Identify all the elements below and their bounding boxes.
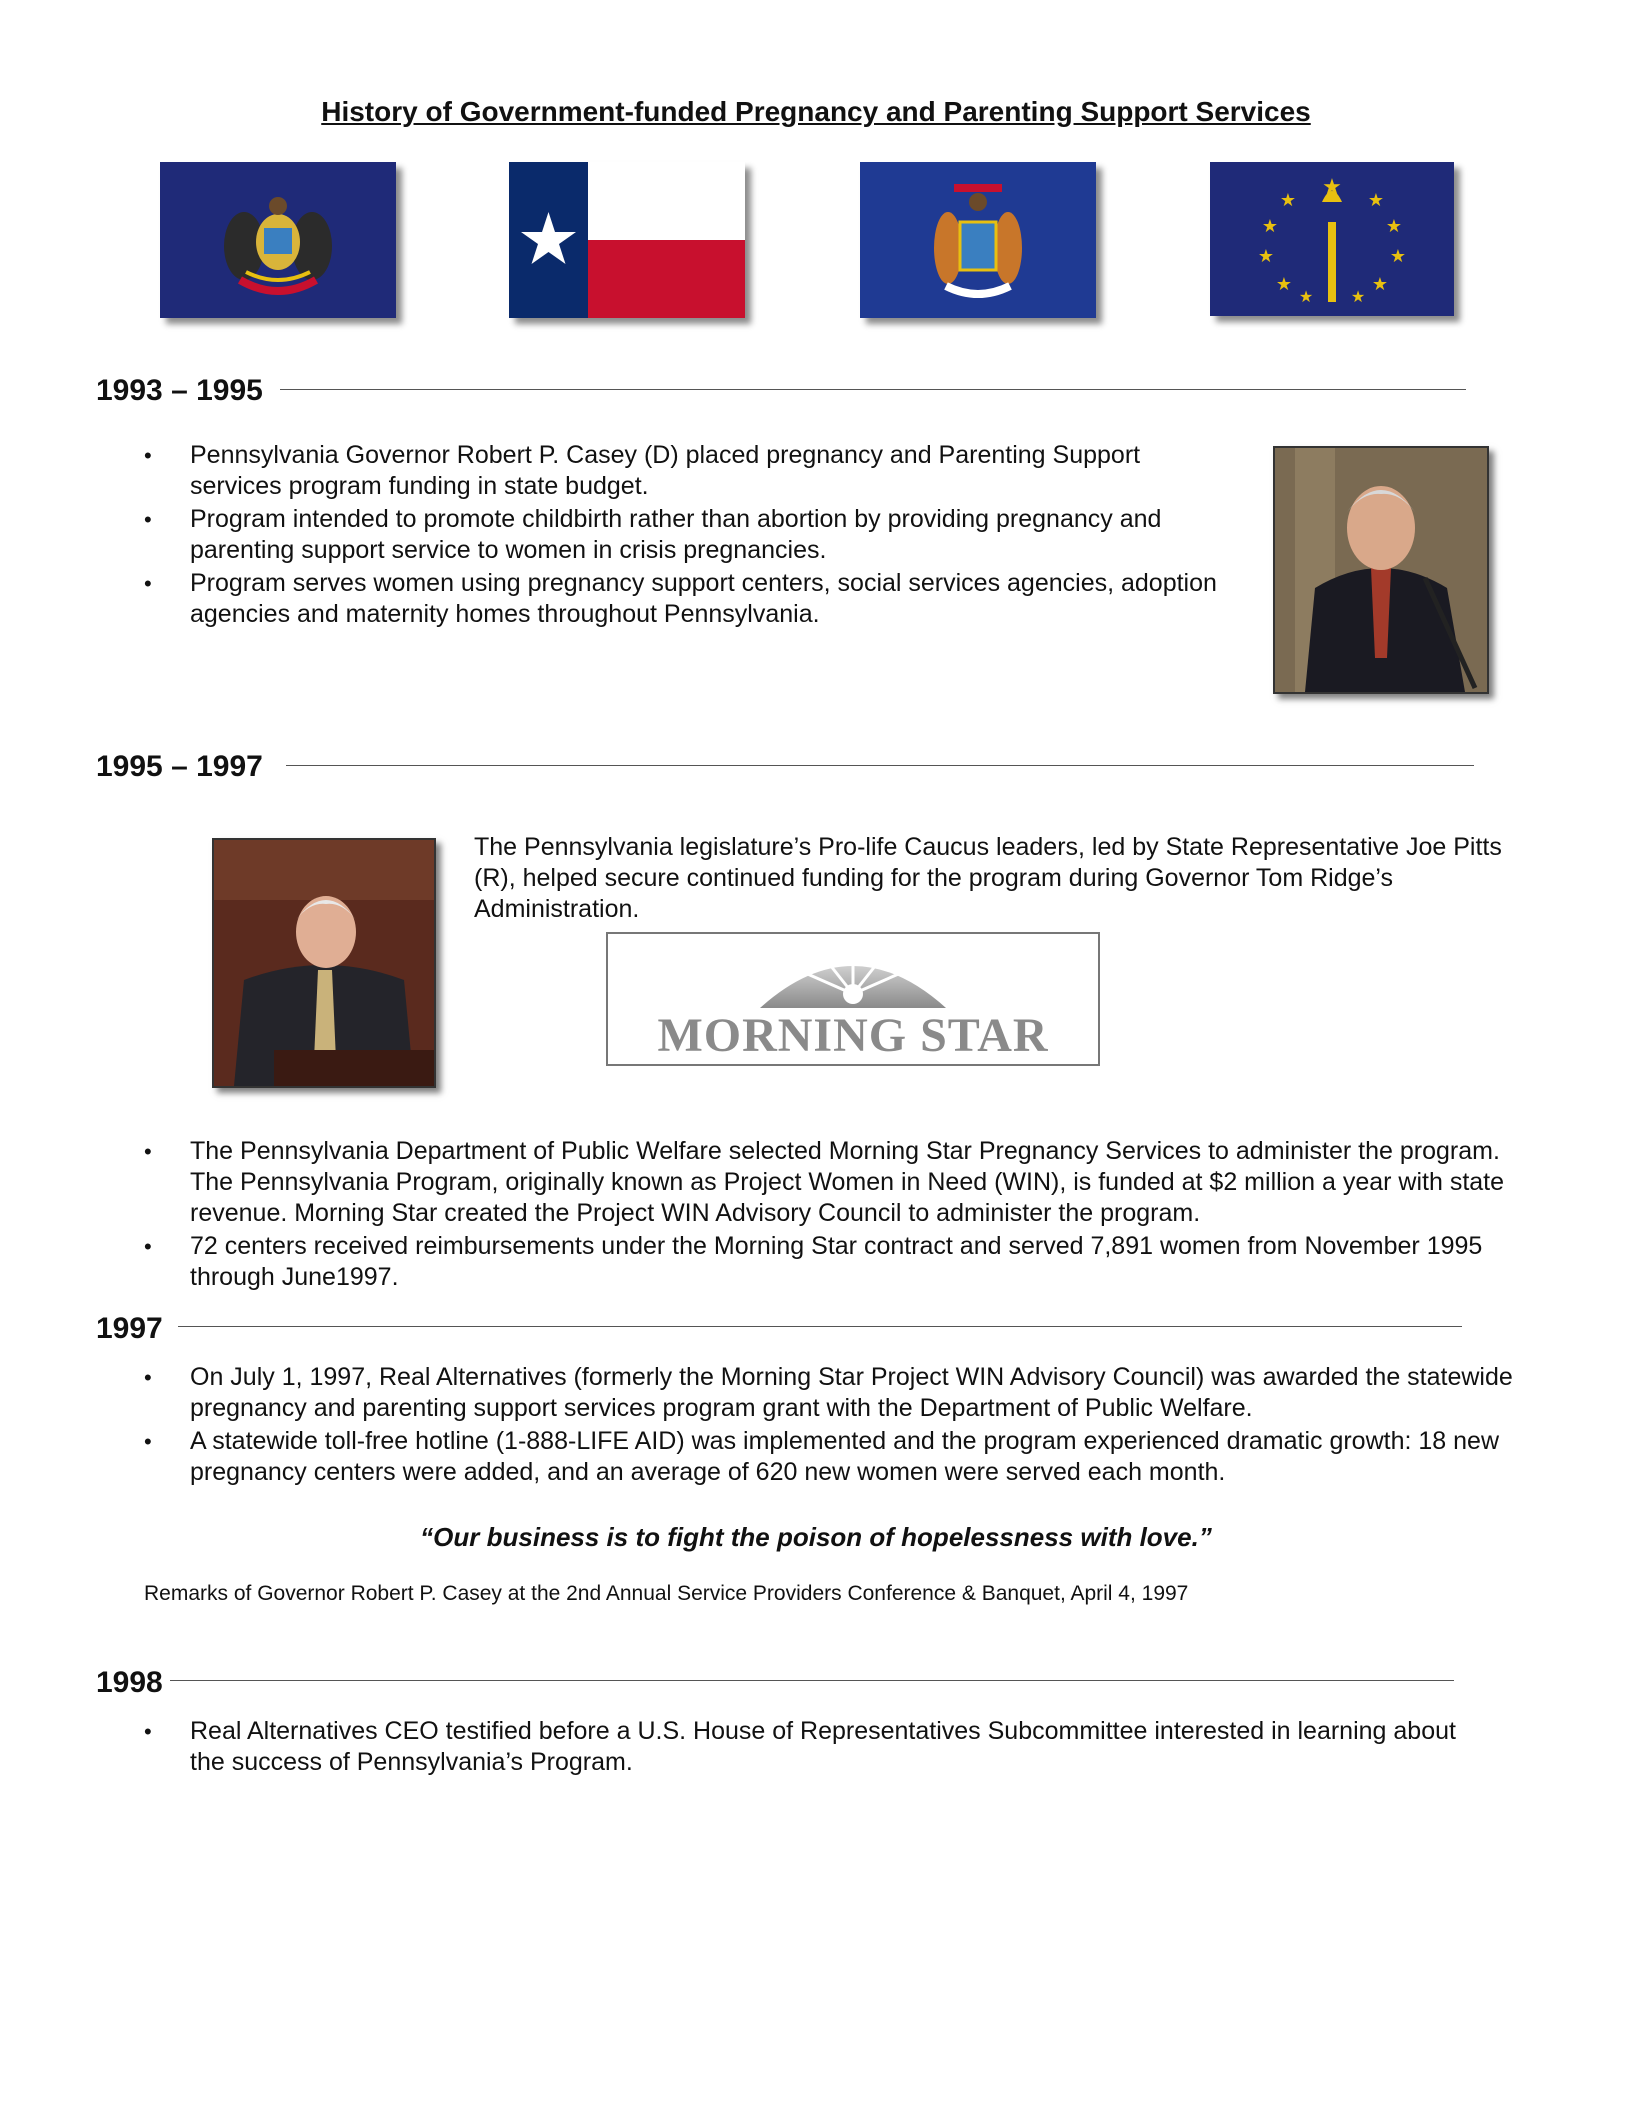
svg-text:★: ★ [1257,246,1275,267]
list-item: • On July 1, 1997, Real Alternatives (formerly the Morning Star Project WIN Advisory Council) was awarded the statewide pregnancy and parenting support services program grant with the Department of Public Welfare. [144,1362,1534,1424]
texas-flag [509,162,745,318]
list-item: • 72 centers received reimbursements under the Morning Star contract and served 7,891 women from November 1995 through June1997. [144,1231,1524,1293]
svg-text:★: ★ [1385,216,1403,237]
section-divider [286,765,1474,766]
bullet-list-1997 [144,1362,1534,1490]
quote-attribution: Remarks of Governor Robert P. Casey at the 2nd Annual Service Providers Conference & Banquet, April 4, 1997 [144,1582,1189,1605]
pitts-photo [212,838,436,1088]
section-divider [170,1680,1454,1681]
bullet-list-1993-1995 [144,440,1224,632]
list-item: • Pennsylvania Governor Robert P. Casey (D) placed pregnancy and Parenting Support services program funding in state budget. [144,440,1224,502]
list-item: • Program intended to promote childbirth rather than abortion by providing pregnancy and parenting support service to women in crisis pregnancies. [144,504,1224,566]
michigan-flag [860,162,1096,318]
indiana-flag [1210,162,1454,316]
svg-text:★: ★ [1298,287,1314,306]
bullet-list-1995-1997 [144,1136,1524,1295]
section-heading-1998: 1998 [96,1666,163,1699]
section-heading-1993-1995: 1993 – 1995 [96,374,263,407]
morning-star-logo [606,932,1100,1066]
section-heading-1997: 1997 [96,1312,163,1345]
section-heading-1995-1997: 1995 – 1997 [96,750,263,783]
svg-text:★: ★ [1389,246,1407,267]
svg-text:★: ★ [1350,287,1366,306]
casey-quote: “Our business is to fight the poison of hopelessness with love.” [420,1522,1212,1552]
list-item: • Program serves women using pregnancy support centers, social services agencies, adoption agencies and maternity homes throughout Pennsylvania. [144,568,1224,630]
list-item: • The Pennsylvania Department of Public Welfare selected Morning Star Pregnancy Services to administer the program. The Pennsylvania Program, originally known as Project Women in Need (WIN), is funded at $2 million a year with state revenue. Morning Star created the Project WIN Advisory Council to administer the program. [144,1136,1524,1229]
caucus-paragraph: The Pennsylvania legislature’s Pro-life Caucus leaders, led by State Representative Joe Pitts (R), helped secure continued funding for the program during Governor Tom Ridge’s Administration. [474,833,1502,923]
section-divider [280,389,1466,390]
svg-text:★: ★ [1371,274,1389,295]
pennsylvania-flag [160,162,396,318]
logo-text: MORNING STAR [657,1009,1049,1062]
casey-photo [1273,446,1489,694]
svg-text:★: ★ [1275,274,1293,295]
svg-text:★: ★ [1261,216,1279,237]
svg-text:★: ★ [1322,175,1342,200]
list-item: • A statewide toll-free hotline (1-888-LIFE AID) was implemented and the program experienced dramatic growth: 18 new pregnancy centers were added, and an average of 620 new women were served each month. [144,1426,1534,1488]
svg-text:★: ★ [1367,190,1385,211]
svg-text:★: ★ [1279,190,1297,211]
bullet-list-1998 [144,1716,1484,1780]
page-title: History of Government-funded Pregnancy and Parenting Support Services [321,96,1311,127]
section-divider [178,1326,1462,1327]
list-item: • Real Alternatives CEO testified before a U.S. House of Representatives Subcommittee interested in learning about the success of Pennsylvania’s Program. [144,1716,1484,1778]
